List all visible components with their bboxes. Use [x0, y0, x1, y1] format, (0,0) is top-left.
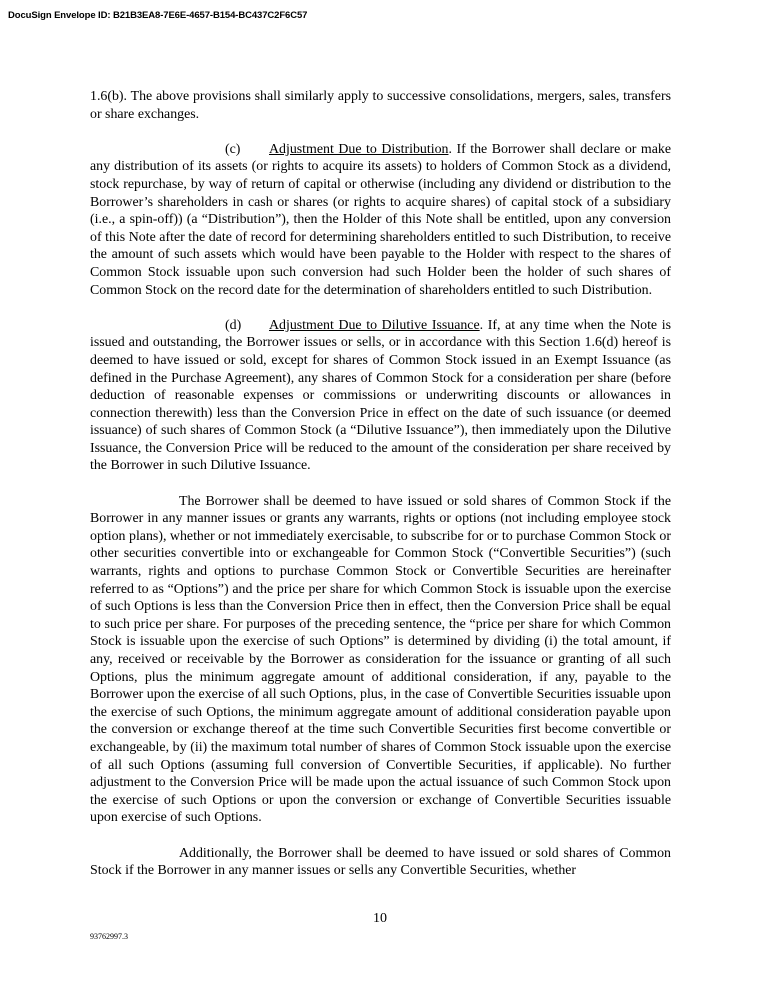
docusign-envelope-id: DocuSign Envelope ID: B21B3EA8-7E6E-4657-B154-BC437C2F6C57 — [8, 10, 308, 21]
paragraph-d — [90, 317, 671, 475]
paragraph-c-text: . If the Borrower shall declare or make any distribution of its assets (or rights to acquire its assets) to holders of Common Stock as a dividend, stock repurchase, by way of return of capital or otherwise (including any dividend or distribution to the Borrower’s shareholders in cash or shares (or rights to acquire shares) of capital stock of a subsidiary (i.e., a spin-off)) (a “Distribution”), then the Holder of this Note shall be entitled, upon any conversion of this Note after the date of record for determining shareholders entitled to such Distribution, to receive the amount of such assets which would have been payable to the Holder with respect to the shares of Common Stock issuable upon such conversion had such Holder been the holder of such shares of Common Stock on the record date for the determination of shareholders entitled to such Distribution. — [90, 141, 671, 298]
document-id: 93762997.3 — [90, 932, 128, 941]
document-body — [90, 88, 671, 880]
paragraph-deemed-issuance-convertible: Additionally, the Borrower shall be deemed to have issued or sold shares of Common Stock if the Borrower in any manner issues or sells any Convertible Securities, whether — [90, 845, 671, 879]
section-label-c: (c) — [225, 141, 241, 157]
page-number: 10 — [373, 911, 387, 926]
paragraph-continuation: 1.6(b). The above provisions shall similarly apply to successive consolidations, mergers, sales, transfers or share exchanges. — [90, 89, 671, 122]
heading-adjustment-dilutive-issuance: Adjustment Due to Dilutive Issuance — [269, 317, 480, 333]
paragraph-deemed-issuance-options: The Borrower shall be deemed to have issued or sold shares of Common Stock if the Borrower in any manner issues or grants any warrants, rights or options (not including employee stock option plans), whether or not immediately exercisable, to subscribe for or to purchase Common Stock or other securities convertible into or exchangeable for Common Stock (“Convertible Securities”) (such warrants, rights and options to purchase Common Stock or Convertible Securities are hereinafter referred to as “Options”) and the price per share for which Common Stock is issuable upon the exercise of such Options is less than the Conversion Price then in effect, then the Conversion Price shall be equal to such price per share. For purposes of the preceding sentence, the “price per share for which Common Stock is issuable upon the exercise of such Options” is determined by dividing (i) the total amount, if any, received or receivable by the Borrower as consideration for the issuance or granting of all such Options, plus the minimum aggregate amount of additional consideration, if any, payable to the Borrower upon the exercise of all such Options, plus, in the case of Convertible Securities issuable upon the exercise of such Options, the minimum aggregate amount of additional consideration payable upon the conversion or exchange thereof at the time such Convertible Securities first become convertible or exchangeable, by (ii) the maximum total number of shares of Common Stock issuable upon the exercise of all such Options (assuming full conversion of Convertible Securities, if applicable). No further adjustment to the Conversion Price will be made upon the actual issuance of such Common Stock upon the exercise of such Options or upon the conversion or exchange of Convertible Securities issuable upon exercise of such Options. — [90, 493, 671, 826]
paragraph-d-text: . If, at any time when the Note is issued and outstanding, the Borrower issues or sells, or in accordance with this Section 1.6(d) hereof is deemed to have issued or sold, except for shares of Common Stock issued in an Exempt Issuance (as defined in the Purchase Agreement), any shares of Common Stock for a consideration per share (before deduction of reasonable expenses or commissions or underwriting discounts or allowances in connection therewith) less than the Conversion Price in effect on the date of such issuance (or deemed issuance) of such shares of Common Stock (a “Dilutive Issuance”), then immediately upon the Dilutive Issuance, the Conversion Price will be reduced to the amount of the consideration per share received by the Borrower in such Dilutive Issuance. — [90, 317, 671, 474]
heading-adjustment-distribution: Adjustment Due to Distribution — [269, 141, 449, 157]
paragraph-c — [90, 141, 671, 299]
section-label-d: (d) — [225, 317, 242, 333]
